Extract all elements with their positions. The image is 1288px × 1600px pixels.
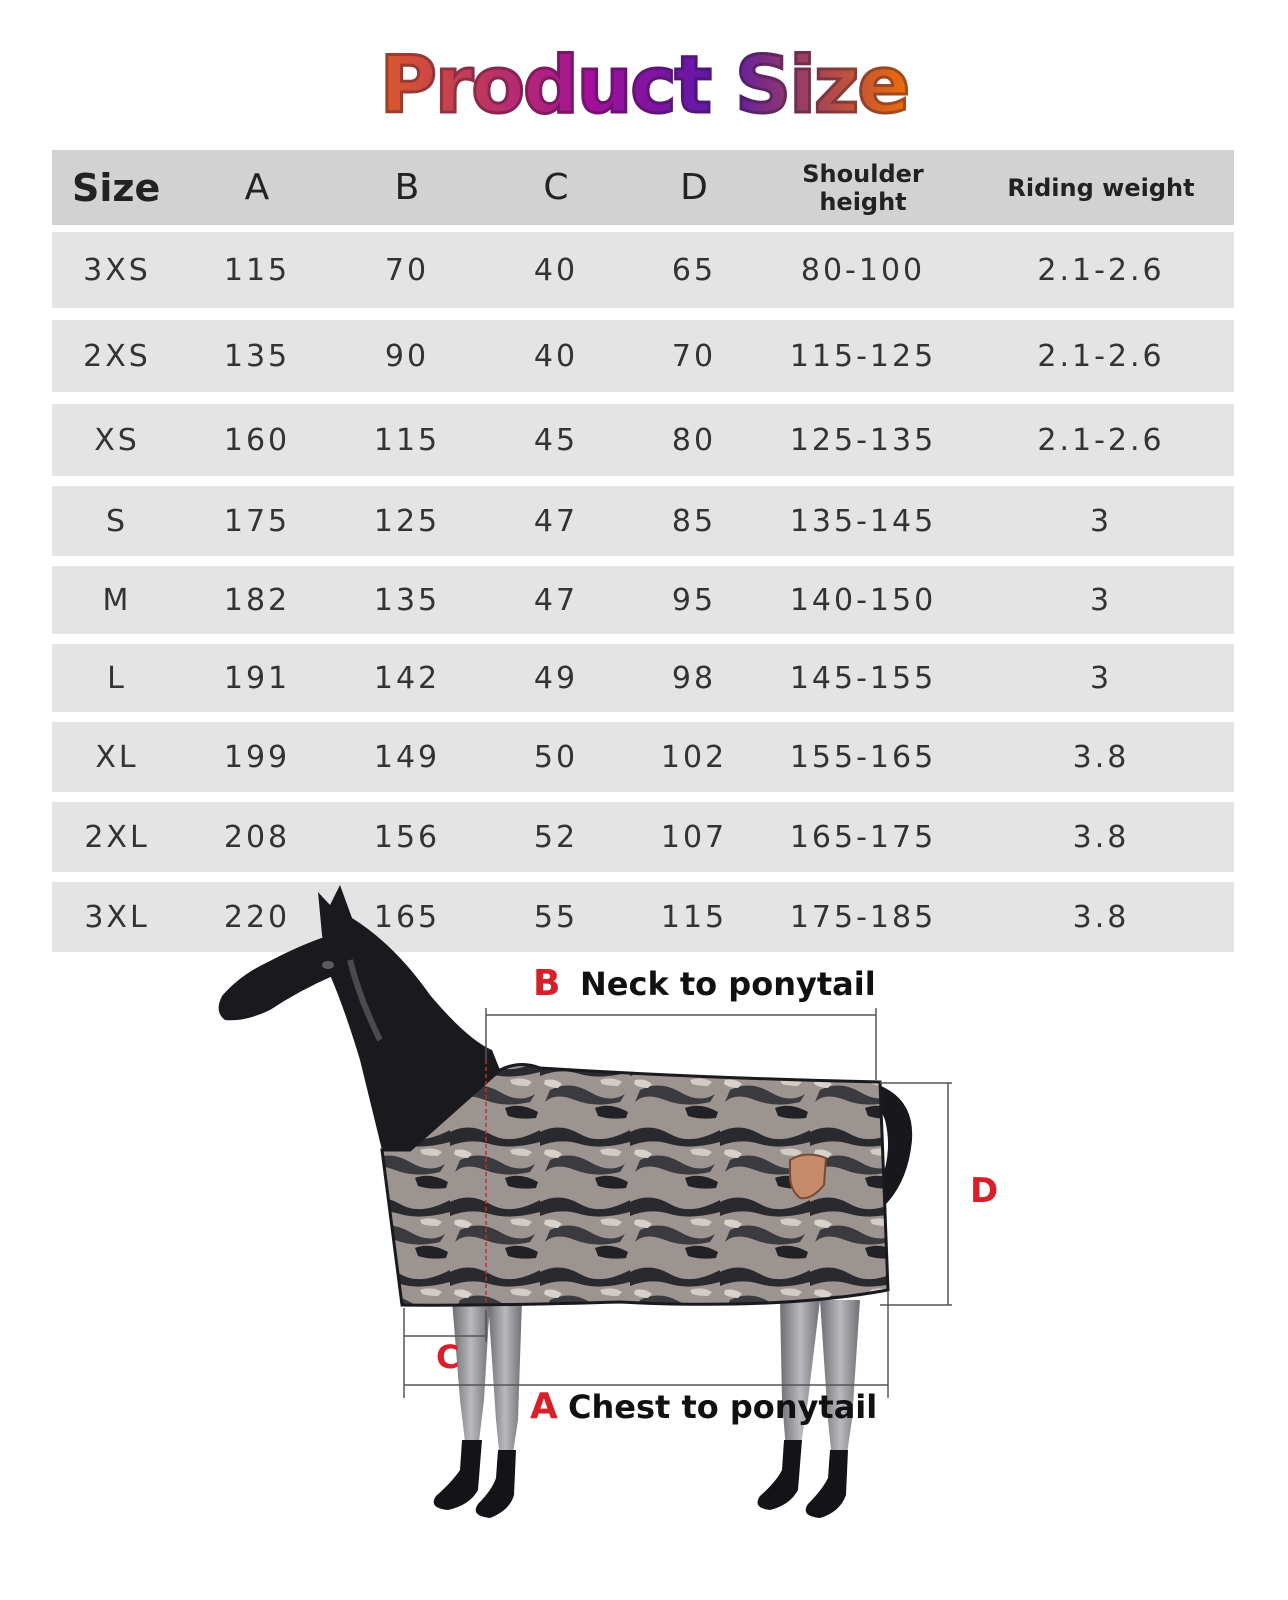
c-cell: 45 — [533, 422, 579, 458]
d-cell: 70 — [671, 338, 717, 374]
c-cell: 50 — [533, 739, 579, 775]
table-row — [52, 232, 1234, 308]
shoulder-height-cell: 145-155 — [789, 660, 937, 696]
d-cell: 115 — [660, 899, 728, 935]
table-row — [52, 486, 1234, 556]
a-cell: 175 — [223, 503, 291, 539]
d-cell: 65 — [671, 252, 717, 288]
c-cell: 49 — [533, 660, 579, 696]
b-cell: 149 — [373, 739, 441, 775]
b-cell: 70 — [384, 252, 430, 288]
table-row — [52, 404, 1234, 476]
riding-weight-cell: 2.1-2.6 — [1037, 252, 1165, 288]
measurement-diagram — [0, 880, 1288, 1600]
size-cell: 3XL — [84, 899, 150, 935]
b-cell: 165 — [373, 899, 441, 935]
table-row — [52, 802, 1234, 872]
c-cell: 40 — [533, 338, 579, 374]
d-cell: 85 — [671, 503, 717, 539]
header-a: A — [244, 167, 270, 208]
c-cell: 40 — [533, 252, 579, 288]
d-cell: 95 — [671, 582, 717, 618]
label-c-letter: C — [436, 1338, 460, 1376]
d-cell: 98 — [671, 660, 717, 696]
label-a-text: Chest to ponytail — [568, 1388, 878, 1426]
size-cell: 3XS — [83, 252, 151, 288]
shoulder-height-cell: 80-100 — [800, 252, 926, 288]
a-cell: 135 — [223, 338, 291, 374]
shoulder-height-cell: 165-175 — [789, 819, 937, 855]
riding-weight-cell: 3.8 — [1072, 819, 1130, 855]
shoulder-height-cell: 115-125 — [789, 338, 937, 374]
header-b: B — [394, 167, 420, 208]
a-cell: 208 — [223, 819, 291, 855]
label-b-letter: B — [533, 963, 561, 1004]
a-cell: 199 — [223, 739, 291, 775]
size-cell: S — [105, 503, 129, 539]
d-cell: 102 — [660, 739, 728, 775]
shoulder-height-cell: 135-145 — [789, 503, 937, 539]
size-cell: XL — [95, 739, 139, 775]
size-cell: M — [102, 582, 132, 618]
riding-weight-cell: 2.1-2.6 — [1037, 338, 1165, 374]
shoulder-height-cell: 125-135 — [789, 422, 937, 458]
c-cell: 47 — [533, 503, 579, 539]
header-riding-weight: Riding weight — [1007, 173, 1195, 202]
a-cell: 182 — [223, 582, 291, 618]
a-cell: 115 — [223, 252, 291, 288]
size-cell: 2XL — [84, 819, 150, 855]
label-d-letter: D — [970, 1171, 999, 1211]
riding-weight-cell: 3 — [1089, 582, 1113, 618]
size-cell: 2XS — [83, 338, 151, 374]
riding-weight-cell: 3 — [1089, 660, 1113, 696]
c-cell: 52 — [533, 819, 579, 855]
shoulder-height-cell: 175-185 — [789, 899, 937, 935]
header-shoulder-height: Shoulder height — [802, 159, 924, 216]
d-cell: 107 — [660, 819, 728, 855]
label-a-letter: A — [530, 1386, 558, 1427]
size-cell: L — [107, 660, 127, 696]
shoulder-height-cell: 155-165 — [789, 739, 937, 775]
header-d: D — [680, 167, 708, 208]
table-header-row — [52, 150, 1234, 225]
table-row — [52, 566, 1234, 634]
d-cell: 80 — [671, 422, 717, 458]
table-row — [52, 320, 1234, 392]
riding-weight-cell: 3.8 — [1072, 739, 1130, 775]
b-cell: 115 — [373, 422, 441, 458]
label-b-text: Neck to ponytail — [580, 965, 876, 1003]
page-title: Product Size — [0, 38, 1288, 134]
b-cell: 135 — [373, 582, 441, 618]
b-cell: 125 — [373, 503, 441, 539]
header-c: C — [543, 167, 569, 208]
b-cell: 142 — [373, 660, 441, 696]
b-cell: 90 — [384, 338, 430, 374]
shoulder-height-cell: 140-150 — [789, 582, 937, 618]
b-cell: 156 — [373, 819, 441, 855]
a-cell: 220 — [223, 899, 291, 935]
size-cell: XS — [94, 422, 140, 458]
riding-weight-cell: 2.1-2.6 — [1037, 422, 1165, 458]
c-cell: 55 — [533, 899, 579, 935]
table-row — [52, 644, 1234, 712]
table-row — [52, 722, 1234, 792]
c-cell: 47 — [533, 582, 579, 618]
a-cell: 191 — [223, 660, 291, 696]
riding-weight-cell: 3 — [1089, 503, 1113, 539]
header-size: Size — [72, 165, 161, 210]
a-cell: 160 — [223, 422, 291, 458]
riding-weight-cell: 3.8 — [1072, 899, 1130, 935]
